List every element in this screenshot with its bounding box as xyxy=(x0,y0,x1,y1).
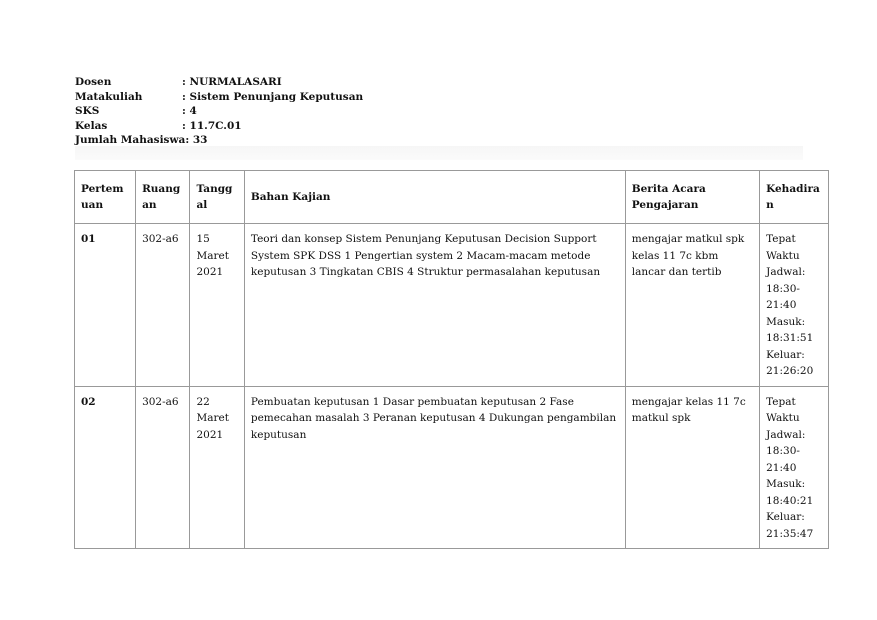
kehadiran-keluar-label: Keluar: xyxy=(766,348,805,361)
kehadiran-jadwal-label: Jadwal: xyxy=(766,266,806,278)
kehadiran-jadwal-label: Jadwal: xyxy=(766,428,806,441)
jumlah-mahasiswa-value: : 33 xyxy=(185,133,207,148)
cell-pertemuan: 02 xyxy=(75,386,136,549)
cell-kehadiran xyxy=(760,224,829,387)
divider-band xyxy=(75,146,803,160)
kehadiran-status: Tepat Waktu xyxy=(766,395,800,424)
table-header-row xyxy=(75,171,829,224)
kehadiran-masuk: 18:40:21 xyxy=(766,494,814,507)
column-header-tanggal: Tanggal xyxy=(190,171,244,224)
cell-berita-acara: mengajar kelas 11 7c matkul spk xyxy=(625,386,759,549)
sks-label: SKS xyxy=(75,105,100,117)
column-header-bahan-kajian: Bahan Kajian xyxy=(244,171,625,224)
dosen-row xyxy=(75,75,363,90)
table-row xyxy=(75,386,829,549)
kehadiran-jadwal: 18:30-21:40 xyxy=(766,445,800,474)
matakuliah-label: Matakuliah xyxy=(75,90,143,103)
course-info-header xyxy=(75,75,363,148)
cell-ruangan: 302-a6 xyxy=(136,386,190,549)
dosen-label: Dosen xyxy=(75,76,112,88)
column-header-kehadiran: Kehadiran xyxy=(760,171,829,224)
sks-value: : 4 xyxy=(182,104,197,119)
cell-tanggal: 15 Maret 2021 xyxy=(190,224,244,387)
cell-pertemuan: 01 xyxy=(75,224,136,387)
kehadiran-masuk-label: Masuk: xyxy=(766,315,806,328)
cell-kehadiran xyxy=(760,386,829,549)
kehadiran-masuk-label: Masuk: xyxy=(766,478,806,490)
column-header-pertemuan: Pertemuan xyxy=(75,171,136,224)
cell-bahan-kajian: Teori dan konsep Sistem Penunjang Keputusan Decision Support System SPK DSS 1 Pengertian system 2 Macam-macam metode keputusan 3 Tingkatan CBIS 4 Struktur permasalahan keputusan xyxy=(244,224,625,387)
dosen-value: : NURMALASARI xyxy=(182,75,282,90)
kehadiran-keluar-label: Keluar: xyxy=(766,511,805,523)
table-row xyxy=(75,224,829,387)
cell-bahan-kajian: Pembuatan keputusan 1 Dasar pembuatan keputusan 2 Fase pemecahan masalah 3 Peranan keputusan 4 Dukungan pengambilan keputusan xyxy=(244,386,625,549)
cell-berita-acara: mengajar matkul spk kelas 11 7c kbm lancar dan tertib xyxy=(625,224,759,387)
kelas-label: Kelas xyxy=(75,119,108,132)
kehadiran-masuk: 18:31:51 xyxy=(766,332,814,344)
cell-ruangan: 302-a6 xyxy=(136,224,190,387)
matakuliah-row xyxy=(75,90,363,105)
column-header-ruangan: Ruangan xyxy=(136,171,190,224)
kehadiran-status: Tepat Waktu xyxy=(766,233,800,262)
kehadiran-keluar: 21:35:47 xyxy=(766,527,814,540)
column-header-berita-acara: Berita Acara Pengajaran xyxy=(625,171,759,224)
attendance-table xyxy=(74,170,829,549)
cell-tanggal: 22 Maret 2021 xyxy=(190,386,244,549)
kelas-value: : 11.7C.01 xyxy=(182,119,242,134)
kehadiran-jadwal: 18:30-21:40 xyxy=(766,282,800,311)
sks-row xyxy=(75,104,363,119)
kehadiran-keluar: 21:26:20 xyxy=(766,365,814,377)
matakuliah-value: : Sistem Penunjang Keputusan xyxy=(182,90,363,105)
kelas-row xyxy=(75,119,363,134)
jumlah-mahasiswa-label: Jumlah Mahasiswa xyxy=(75,134,186,146)
